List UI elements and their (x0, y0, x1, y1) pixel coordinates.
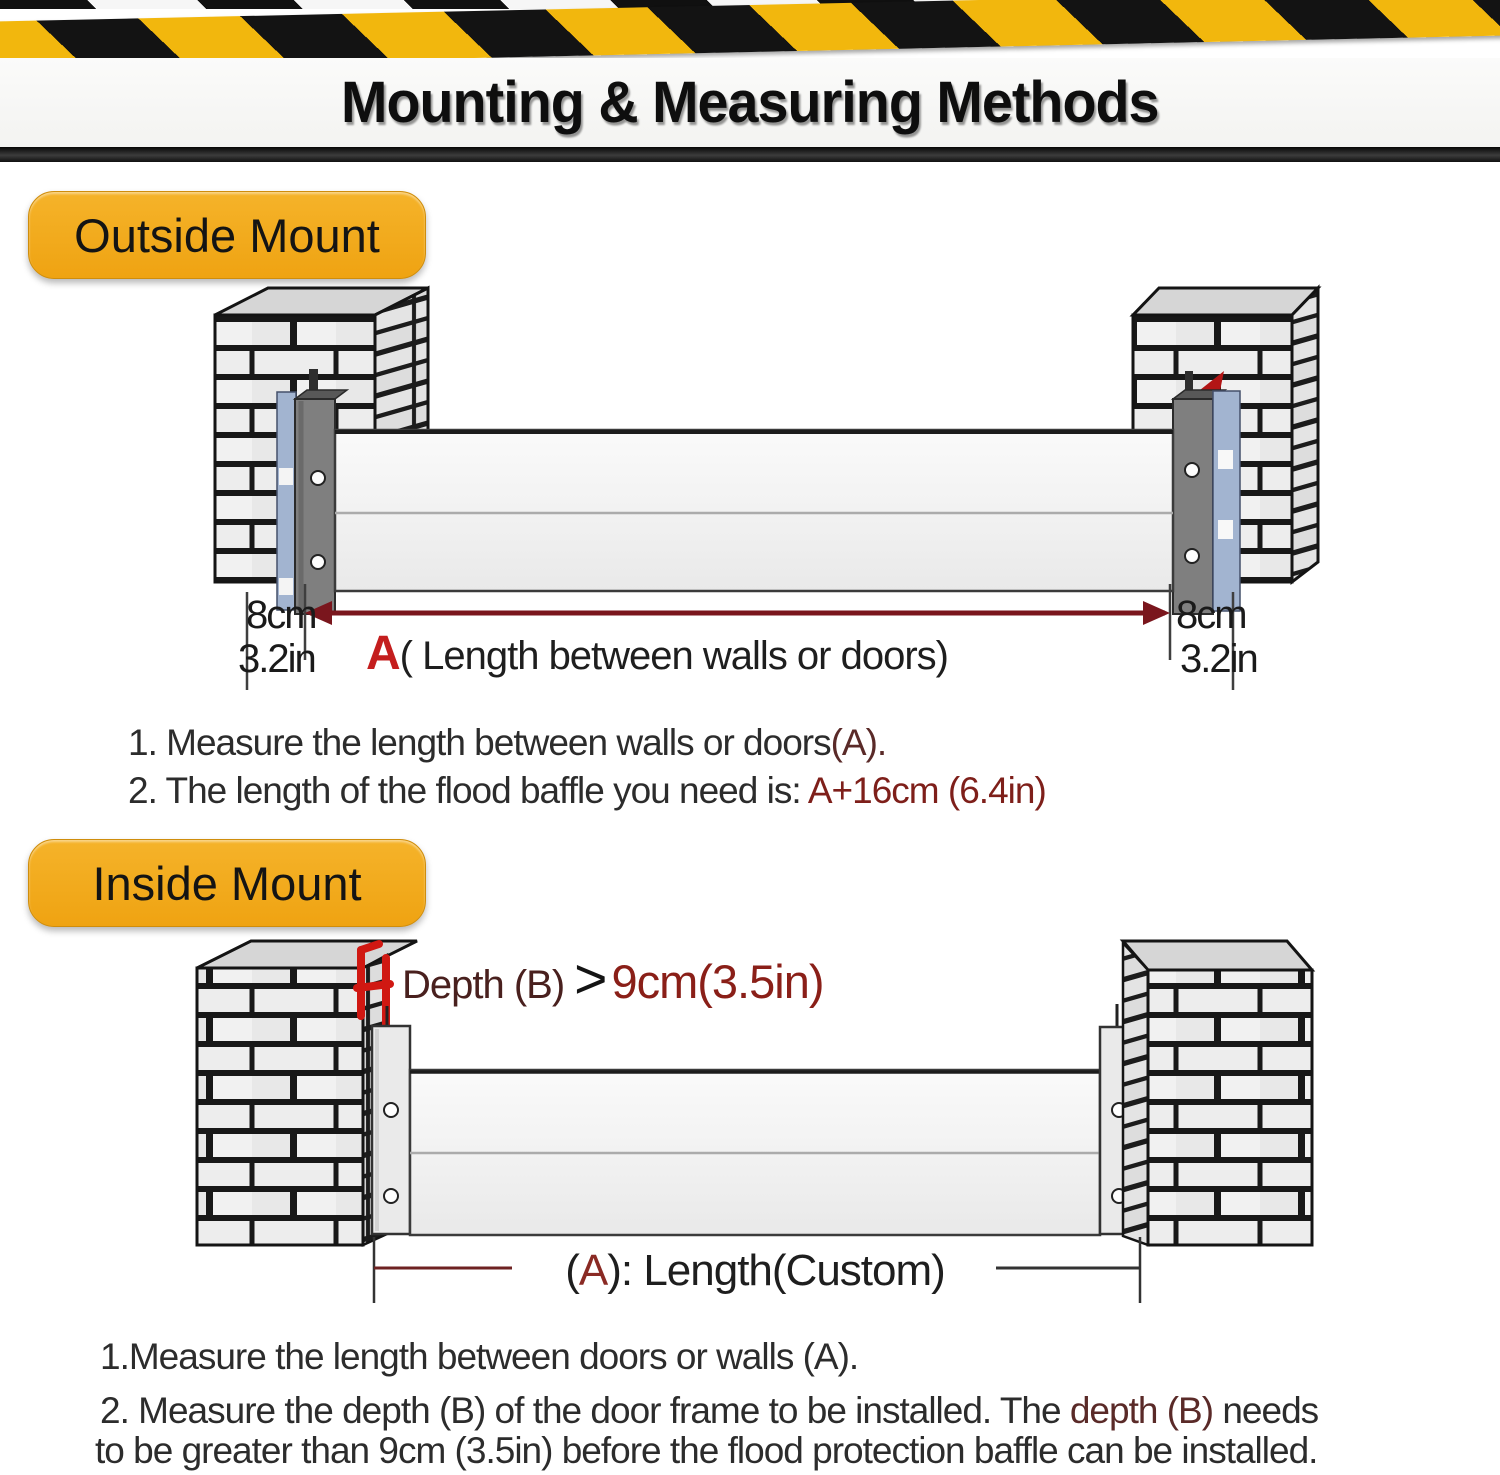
flood-baffle-panel (335, 430, 1173, 591)
outside-instruction-1-text: 1. Measure the length between walls or doors (128, 722, 831, 763)
depth-annotation-label: Depth (B) (402, 963, 565, 1007)
title-band (0, 58, 1500, 147)
inside-mount-badge (28, 839, 426, 927)
outside-dim-a-label (366, 626, 948, 681)
outside-dim-right-cm: 8cm (1176, 593, 1246, 637)
inside-dim-a-letter: A (578, 1246, 608, 1295)
inside-right-pillar (1123, 941, 1312, 1245)
inside-instruction-2-pre: 2. Measure the depth (B) of the door frame to be installed. The (100, 1390, 1070, 1431)
outside-dim-right-in: 3.2in (1180, 637, 1257, 681)
inside-mount-badge-label: Inside Mount (92, 856, 362, 910)
inside-dim-a-label (520, 1246, 990, 1296)
outside-instruction-1-ref: (A). (830, 722, 887, 763)
inside-flood-baffle-panel (410, 1070, 1100, 1235)
inside-left-bracket-plate (372, 1026, 410, 1234)
inside-instruction-2 (100, 1390, 1318, 1432)
dim-a-text: ( Length between walls or doors) (399, 634, 948, 678)
outside-instruction-1 (128, 722, 886, 764)
hazard-tape-banner (0, 0, 1500, 64)
title-separator-bar (0, 147, 1500, 162)
inside-instruction-2-ref: depth (B) (1069, 1390, 1214, 1431)
depth-annotation-value: 9cm(3.5in) (611, 955, 824, 1008)
outside-mount-badge (28, 191, 426, 279)
outside-mount-badge-label: Outside Mount (74, 208, 380, 262)
outside-instruction-2 (128, 770, 1046, 812)
outside-instruction-2-formula: A+16cm (6.4in) (807, 770, 1046, 811)
right-mounting-bracket (1173, 390, 1240, 614)
arrowhead-right (1143, 601, 1170, 625)
depth-annotation (402, 946, 823, 1012)
outside-dim-left-in: 3.2in (238, 637, 315, 681)
inside-dim-a-rest: ): Length(Custom) (607, 1246, 945, 1295)
outside-instruction-2-text: 2. The length of the flood baffle you need is: (128, 770, 808, 811)
outside-dim-left-cm: 8cm (246, 593, 316, 637)
dim-a-letter: A (366, 627, 400, 680)
inside-instruction-1: 1.Measure the length between doors or walls (A). (100, 1336, 859, 1377)
inside-dim-a-open: ( (565, 1246, 579, 1295)
inside-instruction-2-post: needs (1213, 1390, 1319, 1431)
inside-instruction-3: to be greater than 9cm (3.5in) before the flood protection baffle can be installed. (95, 1430, 1318, 1471)
greater-than-sign: > (574, 947, 608, 1011)
page-title: Mounting & Measuring Methods (341, 70, 1159, 135)
